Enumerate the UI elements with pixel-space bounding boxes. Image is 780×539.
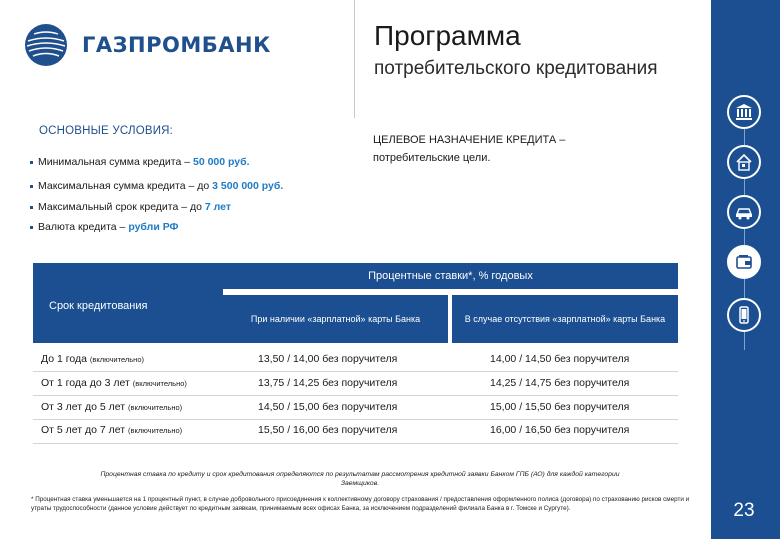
header-divider: [354, 0, 355, 118]
list-item: Максимальная сумма кредита – до 3 500 000 руб.: [30, 180, 283, 192]
row-divider: [33, 443, 678, 444]
term-cell: От 5 лет до 7 лет (включительно): [41, 424, 183, 436]
wallet-icon[interactable]: [727, 245, 761, 279]
table-row: [33, 371, 678, 396]
with-card-header: При наличии «зарплатной» карты Банка: [223, 295, 448, 343]
purpose-heading: ЦЕЛЕВОЕ НАЗНАЧЕНИЕ КРЕДИТА –: [373, 134, 566, 146]
rate-determination-note: Процентная ставка по кредиту и срок кредитования определяются по результатам рассмотрения кредитной заявки Банком ГПБ (АО) для каждой категории Заемщиков.: [100, 471, 620, 487]
list-item: Валюта кредита – рубли РФ: [30, 221, 179, 233]
table-row: [33, 418, 678, 443]
with-card-cell: 15,50 / 16,00 без поручителя: [258, 424, 398, 436]
bullet-icon: [30, 161, 33, 164]
without-card-header: В случае отсутствия «зарплатной» карты Банка: [452, 295, 678, 343]
page-subtitle: потребительского кредитования: [374, 58, 658, 79]
without-card-cell: 15,00 / 15,50 без поручителя: [490, 401, 630, 413]
brand-logo: [22, 22, 271, 68]
with-card-cell: 13,50 / 14,00 без поручителя: [258, 353, 398, 365]
footnote: * Процентная ставка уменьшается на 1 процентный пункт, в случае добровольного присоединения к коллективному договору страхования / предоставления оформленного полиса (договора) по страхованию рисков смерти и утраты трудоспособности (данное условие действует по кредитным заявкам, принимаемым всех офисах Банка, за исключением подразделений филиала Банка в г. Томске и Сургуте).: [31, 496, 690, 512]
with-card-cell: 14,50 / 15,00 без поручителя: [258, 401, 398, 413]
page-number: 23: [733, 500, 755, 521]
with-card-cell: 13,75 / 14,25 без поручителя: [258, 377, 398, 389]
house-icon[interactable]: [727, 145, 761, 179]
without-card-cell: 14,00 / 14,50 без поручителя: [490, 353, 630, 365]
rates-header: Процентные ставки*, % годовых: [223, 263, 678, 289]
bullet-icon: [30, 206, 33, 209]
page-title: Программа: [374, 20, 521, 51]
gazprombank-logo-icon: [22, 22, 70, 68]
term-cell: От 3 лет до 5 лет (включительно): [41, 401, 183, 413]
table-row: [33, 395, 678, 420]
conditions-heading: ОСНОВНЫЕ УСЛОВИЯ:: [39, 125, 174, 137]
term-header-cell: [33, 263, 223, 343]
bank-icon[interactable]: [727, 95, 761, 129]
brand-name: ГАЗПРОМБАНК: [82, 33, 271, 57]
list-item: Минимальная сумма кредита – 50 000 руб.: [30, 156, 250, 168]
car-icon[interactable]: [727, 195, 761, 229]
list-item: Максимальный срок кредита – до 7 лет: [30, 201, 231, 213]
term-header: Срок кредитования: [49, 300, 148, 312]
term-cell: До 1 года (включительно): [41, 353, 144, 365]
without-card-cell: 16,00 / 16,50 без поручителя: [490, 424, 630, 436]
bullet-icon: [30, 185, 33, 188]
term-cell: От 1 года до 3 лет (включительно): [41, 377, 187, 389]
purpose-value: потребительские цели.: [373, 152, 491, 164]
phone-icon[interactable]: [727, 298, 761, 332]
bullet-icon: [30, 226, 33, 229]
without-card-cell: 14,25 / 14,75 без поручителя: [490, 377, 630, 389]
table-row: [33, 347, 678, 372]
